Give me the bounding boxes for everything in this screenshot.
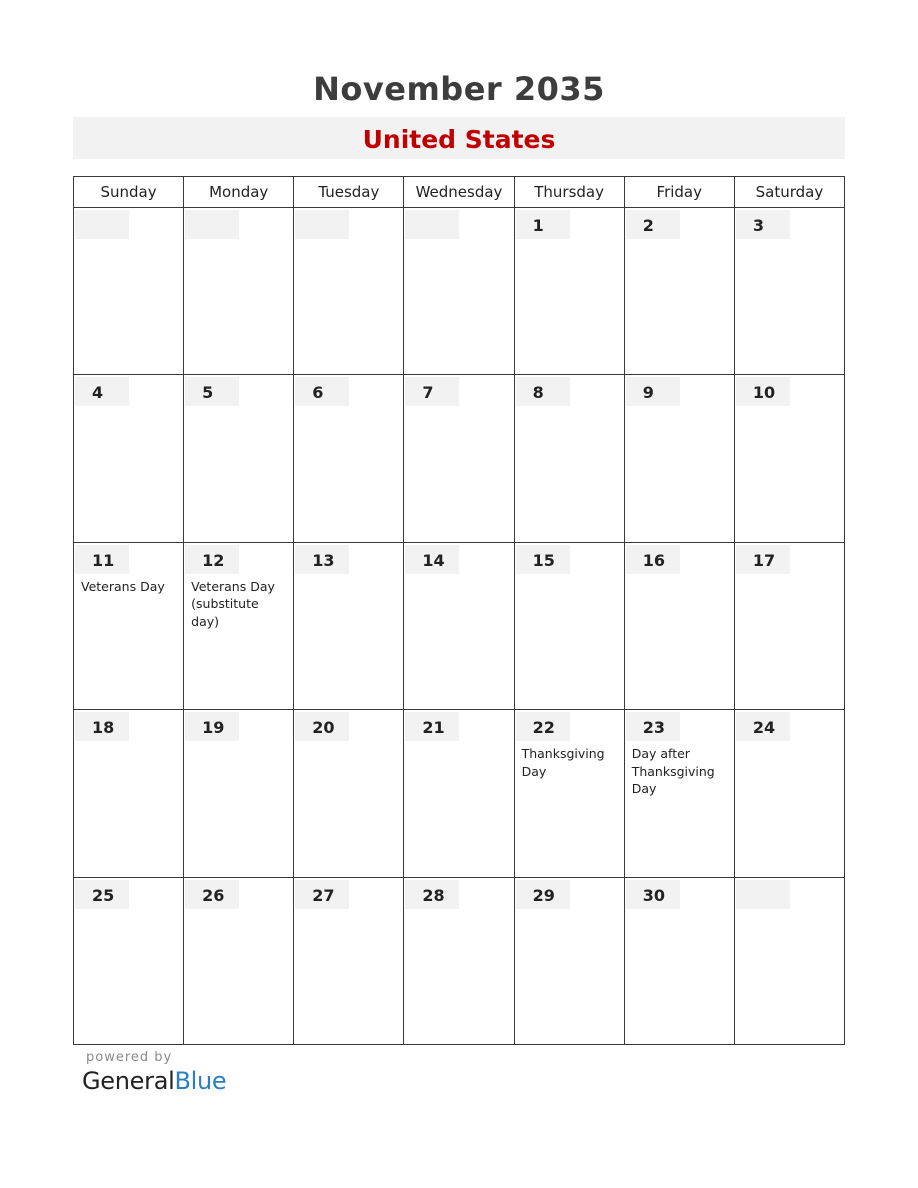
day-number: 1 [516,210,570,239]
day-number: 21 [405,712,459,741]
week-row [74,710,845,877]
week-row [74,208,845,375]
day-cell [734,710,844,877]
day-cell [294,375,404,542]
day-cell [74,710,184,877]
brand-general: General [82,1067,175,1095]
day-number: 5 [185,377,239,406]
holiday-label: Thanksgiving Day [521,746,605,779]
day-cell [514,208,624,375]
day-number [295,210,349,239]
day-cell [184,710,294,877]
day-cell [184,877,294,1044]
day-cell [294,208,404,375]
day-cell [734,877,844,1044]
generalblue-logo[interactable] [82,1067,226,1095]
day-cell [514,877,624,1044]
day-number: 8 [516,377,570,406]
day-number: 16 [626,545,680,574]
week-row [74,877,845,1044]
powered-by-text: powered by [86,1050,173,1065]
day-number: 22 [516,712,570,741]
day-number: 19 [185,712,239,741]
day-number: 25 [75,880,129,909]
weekday-header: Thursday [514,177,624,208]
day-cell [184,375,294,542]
day-cell [74,877,184,1044]
day-number: 30 [626,880,680,909]
day-cell [514,542,624,709]
day-number: 29 [516,880,570,909]
day-number [75,210,129,239]
day-number: 23 [626,712,680,741]
weekday-header: Saturday [734,177,844,208]
weekday-header: Monday [184,177,294,208]
day-cell [184,208,294,375]
day-cell [624,710,734,877]
day-cell [404,877,514,1044]
day-number: 11 [75,545,129,574]
day-number: 15 [516,545,570,574]
day-number: 13 [295,545,349,574]
day-cell [624,208,734,375]
day-cell [74,375,184,542]
page-title: November 2035 [313,70,605,108]
day-number: 6 [295,377,349,406]
day-number: 28 [405,880,459,909]
day-number: 4 [75,377,129,406]
country-name: United States [362,125,556,154]
weekday-header-row [74,177,845,208]
day-number: 7 [405,377,459,406]
day-cell [184,542,294,709]
brand-blue: Blue [174,1067,227,1095]
day-cell [514,375,624,542]
day-number: 14 [405,545,459,574]
holiday-label: Veterans Day [81,578,165,594]
country-banner [73,117,845,159]
day-number: 18 [75,712,129,741]
day-number: 2 [626,210,680,239]
day-number [185,210,239,239]
weekday-header: Tuesday [294,177,404,208]
day-number: 12 [185,545,239,574]
day-cell [734,208,844,375]
day-number: 26 [185,880,239,909]
day-cell [404,710,514,877]
day-number: 20 [295,712,349,741]
day-cell [404,375,514,542]
day-cell [404,208,514,375]
day-number: 24 [736,712,790,741]
week-row [74,375,845,542]
day-cell [624,542,734,709]
day-number: 17 [736,545,790,574]
day-cell [734,375,844,542]
day-number: 3 [736,210,790,239]
calendar-grid [73,176,845,1045]
weekday-header: Friday [624,177,734,208]
day-number: 9 [626,377,680,406]
week-row [74,542,845,709]
day-cell [294,710,404,877]
day-cell [624,375,734,542]
weekday-header: Sunday [74,177,184,208]
holiday-label: Veterans Day (substitute day) [191,578,275,629]
day-cell [734,542,844,709]
holiday-label: Day after Thanksgiving Day [631,746,715,797]
day-number: 10 [736,377,790,406]
day-cell [74,208,184,375]
weekday-header: Wednesday [404,177,514,208]
day-cell [624,877,734,1044]
day-number: 27 [295,880,349,909]
day-cell [294,542,404,709]
day-number [405,210,459,239]
day-cell [294,877,404,1044]
day-number [736,880,790,909]
day-cell [404,542,514,709]
day-cell [514,710,624,877]
footer [82,1050,226,1095]
day-cell [74,542,184,709]
